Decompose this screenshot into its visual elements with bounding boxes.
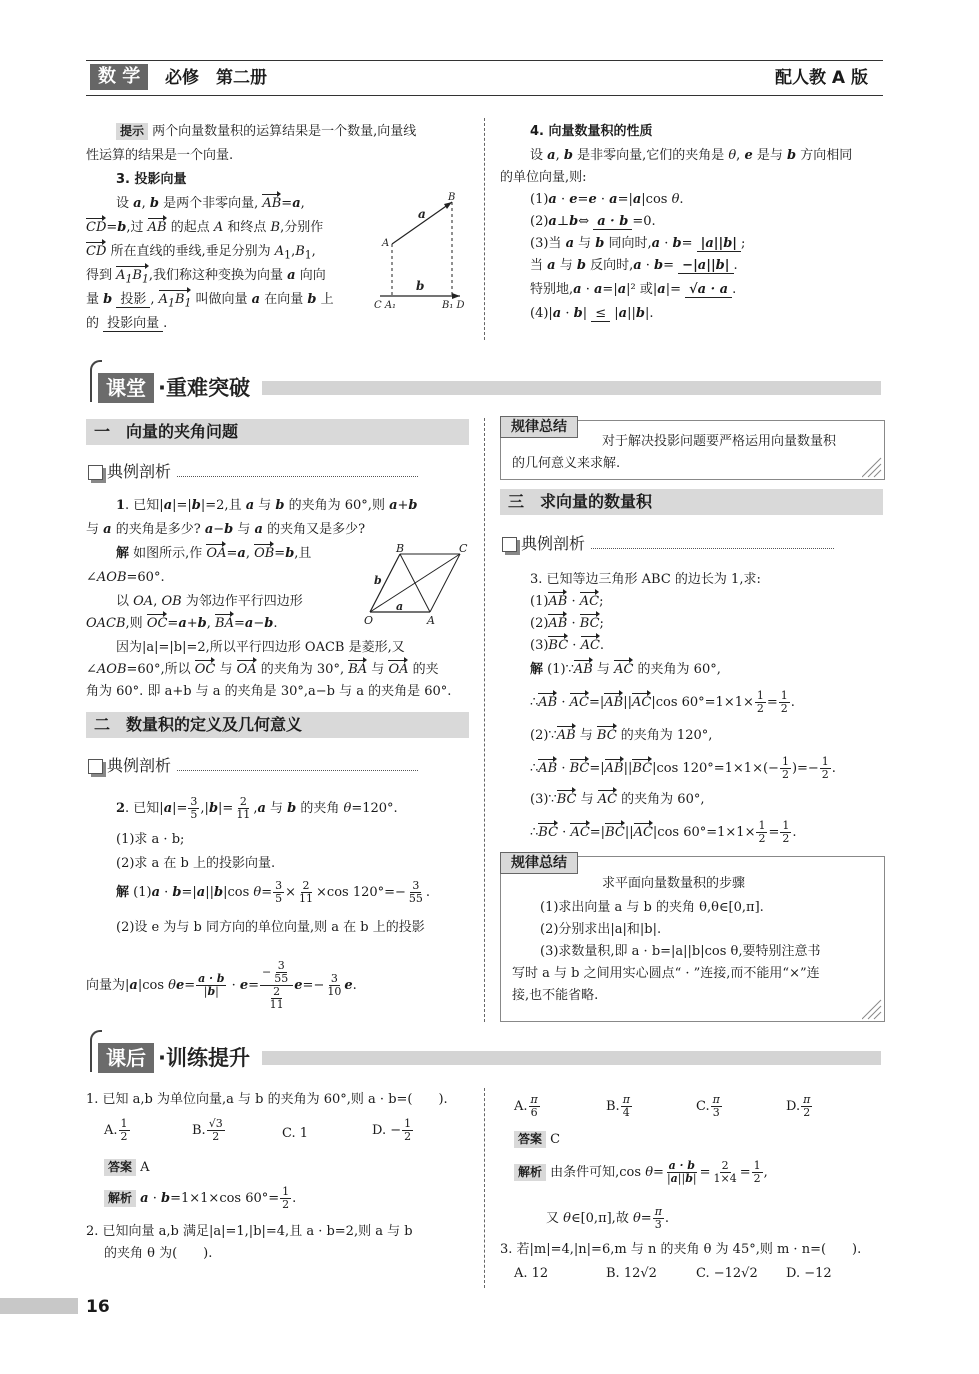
example-label-1 — [88, 460, 418, 485]
proj-line-5: 量 b 投影 , $A_1B_1$ 叫做向量 a 在向量 b 上 — [86, 290, 334, 312]
svg-text:C: C — [459, 542, 468, 555]
prop-3: (3)当 a 与 b 同向时,a · b= |a||b| ; — [530, 236, 746, 251]
svg-text:A: A — [382, 238, 390, 249]
page-number-bar — [0, 1298, 78, 1314]
practice-1-option-c: C. 1 — [282, 1126, 309, 1141]
svg-text:b: b — [374, 574, 382, 587]
summary-corner-deco — [862, 998, 882, 1020]
prop-3-answer: |a||b| — [697, 236, 741, 252]
svg-text:B₁ D: B₁ D — [442, 300, 465, 311]
ex3-sol-1: 解 (1)∵AB 与 AC 的夹角为 60°, — [530, 660, 721, 680]
example-label-text: 典例剖析 — [107, 462, 172, 481]
ex3-sol-2: ∴AB · AC=|AB||AC|cos 60°=1×1× $\frac{1}{2}$ = $\frac{1}{2}$ . — [530, 689, 795, 715]
practice-1-analysis: 解析 a · b=1×1×cos 60°= $\frac{1}{2}$ . — [104, 1186, 296, 1211]
analysis-tag: 解析 — [514, 1164, 546, 1181]
prop-intro-1: 设 a, b 是非零向量,它们的夹角是 θ, e 是与 b 方向相同 — [530, 148, 853, 163]
subsection-3: 三 求向量的数量积 — [500, 489, 883, 515]
section-ketang-tag: 课堂 — [98, 373, 154, 403]
practice-3-option-c: C. −12√2 — [696, 1266, 758, 1281]
example-label-2 — [88, 754, 418, 779]
ex3-sol-6: ∴BC · AC=|BC||AC|cos 60°=1×1× $\frac{1}{2}$ = $\frac{1}{2}$ . — [530, 819, 797, 845]
summary2-step-1: (1)求出向量 a 与 b 的夹角 θ,θ∈[0,π]. — [540, 900, 764, 915]
prop-3c: 特别地,a · a=|a|² 或|a|= √a · a . — [530, 282, 737, 297]
ex3-sol-5: (3)∵BC 与 AC 的夹角为 60°, — [530, 790, 705, 810]
ex1-question-1: 1. 已知|a|=|b|=2,且 a 与 b 的夹角为 60°,则 a+b — [116, 498, 418, 513]
summary-tag-1: 规律总结 — [500, 416, 578, 438]
ex1-sol-1: 解 如图所示,作 OA=a, OB=b,且 — [116, 544, 311, 564]
svg-text:b: b — [416, 279, 425, 293]
practice-2-option-d: D. $\frac{\pi}{2}$ — [786, 1093, 811, 1119]
proj-answer-2: 投影向量 — [103, 316, 163, 332]
ex1-sol-3: 以 OA, OB 为邻边作平行四边形 — [116, 594, 303, 609]
summary1-text-2: 的几何意义来求解. — [512, 456, 621, 471]
header-bottom-rule — [86, 95, 883, 96]
section-kehou — [98, 1044, 881, 1072]
example-icon — [88, 465, 103, 480]
ex1-sol-4: 因为|a|=|b|=2,所以平行四边形 OACB 是菱形,又 — [116, 640, 405, 655]
ex3-sol-4: ∴AB · BC=|AB||BC|cos 120°=1×1×(− $\frac{1}{2}$ )=− $\frac{1}{2}$ . — [530, 755, 836, 781]
bottom-column-divider — [484, 1088, 485, 1288]
prop-4-answer: ≤ — [591, 306, 610, 322]
prop-4: (4)|a · b| ≤ |a||b|. — [530, 306, 654, 321]
answer-tag: 答案 — [514, 1131, 546, 1148]
svg-text:a: a — [418, 207, 426, 221]
example-label-text: 典例剖析 — [521, 534, 586, 553]
example-icon — [88, 759, 103, 774]
ex2-sol-2: (2)设 e 为与 b 同方向的单位向量,则 a 在 b 上的投影 — [116, 920, 425, 935]
example-label-3 — [502, 532, 834, 557]
proj-line-2: CD=b,过 AB 的起点 A 和终点 B,分别作 — [86, 218, 323, 238]
practice-3-option-b: B. 12√2 — [606, 1266, 657, 1281]
prop-2-answer: a · b — [593, 214, 632, 230]
prop-3b-answer: −|a||b| — [678, 258, 733, 274]
practice-2-line-2: 的夹角 θ 为( ). — [104, 1246, 213, 1261]
svg-text:B: B — [448, 192, 456, 203]
ex1-sol-2: ∠AOB=60°. — [86, 570, 165, 585]
practice-2-option-b: B. $\frac{\pi}{4}$ — [606, 1093, 630, 1119]
proj-line-6: 的 投影向量 . — [86, 316, 168, 331]
svg-text:B: B — [396, 542, 405, 555]
header-top-rule — [86, 60, 883, 61]
practice-1: 1. 已知 a,b 为单位向量,a 与 b 的夹角为 60°,则 a · b=( ). — [86, 1092, 448, 1107]
summary2-step-3c: 接,也不能省略. — [512, 988, 599, 1003]
proj-line-4: 得到 $A_1B_1$,我们称这种变换为向量 a 向向 — [86, 266, 326, 288]
practice-1-answer — [104, 1158, 150, 1178]
practice-2-option-a: A. $\frac{\pi}{6}$ — [514, 1093, 538, 1119]
practice-3-option-d: D. −12 — [786, 1266, 832, 1281]
ex2-question: 2. 已知|a|= $\frac{3}{5}$ ,|b|= $\frac{2}{11}$ ,a 与 b 的夹角 θ=120°. — [116, 795, 398, 821]
prop-intro-2: 的单位向量,则: — [500, 170, 587, 185]
prop-3b: 当 a 与 b 反向时,a · b= −|a||b| . — [530, 258, 738, 273]
practice-2-option-c: C. $\frac{\pi}{3}$ — [696, 1093, 720, 1119]
hint-line — [116, 122, 416, 142]
answer-value: A — [140, 1160, 150, 1175]
section-ketang-title: ·重难突破 — [158, 375, 250, 400]
ex1-sol-6: 角为 60°. 即 a+b 与 a 的夹角是 30°,a−b 与 a 的夹角是 60°. — [86, 684, 452, 699]
practice-1-option-b: B. $\frac{√3}{2}$ — [192, 1117, 223, 1143]
ex1-question-2: 与 a 的夹角是多少? a−b 与 a 的夹角又是多少? — [86, 522, 366, 537]
rhombus-diagram — [360, 542, 472, 628]
ex1-sol-5: ∠AOB=60°,所以 OC 与 OA 的夹角为 30°, BA 与 OA 的夹 — [86, 660, 439, 680]
svg-text:C A₁: C A₁ — [374, 300, 397, 311]
hint-tag: 提示 — [116, 123, 148, 140]
practice-3-option-a: A. 12 — [514, 1266, 549, 1281]
practice-1-option-a: A. $\frac{1}{2}$ — [104, 1117, 128, 1143]
section4-title: 4. 向量数量积的性质 — [530, 124, 653, 139]
practice-2-analysis-2: 又 θ∈[0,π],故 θ= $\frac{\pi}{3}$ . — [546, 1205, 670, 1231]
practice-3: 3. 若|m|=4,|n|=6,m 与 n 的夹角 θ 为 45°,则 m · n=( ). — [500, 1242, 862, 1257]
section-kehou-tag: 课后 — [98, 1043, 154, 1073]
svg-text:A: A — [427, 614, 435, 627]
hint-line-2: 性运算的结果是一个向量. — [86, 148, 234, 163]
ex2-q1: (1)求 a · b; — [116, 832, 185, 847]
practice-2-analysis: 解析 由条件可知,cos θ= $\frac{a \cdot b}{|a||b|}$ = $\frac{2}{1\times 4}$ = $\frac{1}{2}$ , — [514, 1160, 768, 1185]
practice-1-option-d: D. − $\frac{1}{2}$ — [372, 1117, 412, 1143]
example-label-text: 典例剖析 — [107, 756, 172, 775]
analysis-tag: 解析 — [104, 1190, 136, 1207]
prop-2: (2)a⊥b⇔ a · b =0. — [530, 214, 656, 229]
summary2-step-3a: (3)求数量积,即 a · b=|a||b|cos θ,要特别注意书 — [540, 944, 821, 959]
answer-tag: 答案 — [104, 1159, 136, 1176]
proj-line-3: CD 所在直线的垂线,垂足分别为 $A_1,B_1$, — [86, 244, 316, 262]
proj-line-1: 设 a, b 是两个非零向量, AB=a, — [116, 194, 305, 214]
projection-diagram — [372, 188, 472, 314]
ex1-sol-3b: OACB,则 OC=a+b, BA=a−b. — [86, 614, 277, 634]
section-kehou-title: ·训练提升 — [158, 1045, 250, 1070]
page-number: 16 — [86, 1297, 110, 1317]
summary2-step-3b: 写时 a 与 b 之间用实心圆点“ · ”连接,而不能用“×”连 — [512, 966, 820, 981]
section3-title: 3. 投影向量 — [116, 172, 187, 187]
proj-answer-1: 投影 — [116, 292, 150, 308]
subsection-1: 一 向量的夹角问题 — [86, 419, 469, 445]
header-subject: 数 学 — [90, 64, 148, 90]
example-dots — [177, 761, 418, 771]
top-column-divider — [484, 118, 485, 340]
ex3-sol-3: (2)∵AB 与 BC 的夹角为 120°, — [530, 726, 712, 746]
prop-1: (1)a · e=e · a=|a|cos θ. — [530, 192, 684, 207]
svg-text:a: a — [396, 600, 404, 613]
prop-3c-answer: √a · a — [685, 282, 732, 298]
summary1-text-1: 对于解决投影问题要严格运用向量数量积 — [602, 434, 837, 449]
summary-tag-2: 规律总结 — [500, 852, 578, 874]
ex3-q2: (2)AB · BC; — [530, 614, 604, 634]
summary2-title: 求平面向量数量积的步骤 — [602, 876, 746, 891]
svg-text:O: O — [364, 614, 374, 627]
ex3-question: 3. 已知等边三角形 ABC 的边长为 1,求: — [530, 572, 761, 587]
answer-value: C — [550, 1132, 561, 1147]
section-ketang — [98, 374, 881, 402]
header-edition: 配人教 A 版 — [775, 68, 868, 88]
header-book: 必修 第二册 — [165, 68, 267, 88]
summary-corner-deco — [862, 456, 882, 478]
ex2-sol-3: 向量为|a|cos θe= $\frac{a \cdot b}{|b|}$ · e= − $\frac{3}{55}$ $\frac{2}{11}$ e=− $\frac{3}{10}$ e. — [86, 959, 357, 1011]
summary2-step-2: (2)分别求出|a|和|b|. — [540, 922, 662, 937]
ex2-sol-1: 解 (1)a · b=|a||b|cos θ= $\frac{3}{5}$ × $\frac{2}{11}$ ×cos 120°=− $\frac{3}{55}$ . — [116, 879, 431, 905]
section-strip — [262, 1051, 881, 1065]
section-strip — [262, 381, 881, 395]
practice-2-answer — [514, 1130, 560, 1150]
example-icon — [502, 537, 517, 552]
example-dots — [177, 467, 418, 477]
hint-text: 两个向量数量积的运算结果是一个数量,向量线 — [152, 124, 417, 139]
ex2-q2: (2)求 a 在 b 上的投影向量. — [116, 856, 276, 871]
ex3-q3: (3)BC · AC. — [530, 636, 604, 656]
subsection-2: 二 数量积的定义及几何意义 — [86, 712, 469, 738]
example-dots — [591, 539, 834, 549]
mid-column-divider — [484, 418, 485, 1022]
ex3-q1: (1)AB · AC; — [530, 592, 604, 612]
practice-2-line-1: 2. 已知向量 a,b 满足|a|=1,|b|=4,且 a · b=2,则 a 与 b — [86, 1224, 413, 1239]
